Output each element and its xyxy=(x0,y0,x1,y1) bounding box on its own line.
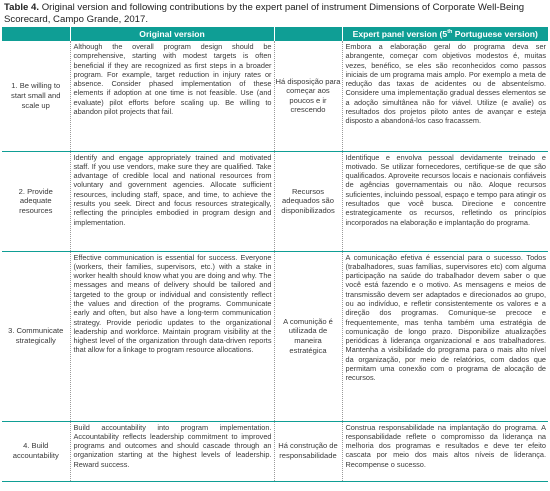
header-blank-middle xyxy=(274,27,342,41)
table-row xyxy=(2,151,548,251)
original-text: Although the overall program design should be comprehensive, starting with modest targets is often beneficial if they are recognized as first steps in a broader program. For example, target reduction in injury rates or absence. Consider phased implementation of these elements if adoption at one time is not feasible. Use (and evaluate) pilot efforts before scaling up. Be willing to abandon pilot projects that fail. xyxy=(70,41,274,151)
table-header-row xyxy=(2,27,548,41)
expert-text: Identifique e envolva pessoal devidamente treinado e motivado. Se utilizar fornecedores, certifique-se de que são qualificados. Aproveite recursos locais e nacionais confiáveis de agências governamentais ou não. Aloque recursos suficientes, incluindo pessoal, espaço e tempo para atingir os resultados que você busca. Direcione e concentre estrategicamente os recursos, refletindo os princípios incorporados na elaboração e implantação do programa. xyxy=(342,151,548,251)
row-label: 2. Provide adequate resources xyxy=(2,151,70,251)
original-text: Identify and engage appropriately trained and motivated staff. If you use vendors, make sure they are qualified. Take advantage of credible local and national resources from voluntary and government agencies. Allocate sufficient resources, including staff, space, and time, to achieve the results you seek. Direct and focus resources strategically, reflecting the principles embodied in program design and implementation. xyxy=(70,151,274,251)
row-label: 3. Communicate strategically xyxy=(2,251,70,421)
original-text: Effective communication is essential for success. Everyone (workers, their families, supervisors, etc.) with a stake in worker health should know what you are doing and why. The messages and means of delivery should be tailored and targeted to the group or individual and consistently reflect the values and direction of the programs. Communicate early and often, but also have a long-term communication strategy. Provide periodic updates to the organizational leadership and workforce. Maintain program visibility at the highest level of the organization through data-driven reports that allow for a linkage to program resource allocations. xyxy=(70,251,274,421)
short-item: Há disposição para começar aos poucos e ir crescendo xyxy=(274,41,342,151)
table-row xyxy=(2,251,548,421)
header-expert-sup: th xyxy=(447,29,453,36)
original-text: Build accountability into program implementation. Accountability reflects leadership commitment to improved programs and outcomes and should cascade through an organization starting at the highest levels of leadership. Reward success. xyxy=(70,421,274,481)
row-label: 4. Build accountability xyxy=(2,421,70,481)
comparison-table xyxy=(2,27,548,482)
row-label: 1. Be willing to start small and scale up xyxy=(2,41,70,151)
header-original: Original version xyxy=(70,27,274,41)
header-expert-prefix: Expert panel version (5 xyxy=(352,29,448,39)
expert-text: A comunicação efetiva é essencial para o sucesso. Todos (trabalhadores, suas famílias, supervisores etc) com alguma participação na saúde do trabalhador devem saber o que você está fazendo e o motivo. As mensagens e meios de transmissão devem ser adaptados e direcionados ao grupo, ou ao indivíduo, e refletir consistentemente os valores e a direção dos programas. Comunique-se precoce e frequentemente, mas tenha também uma estratégia de comunicação de longo prazo. Disponibilize atualizações periódicas à liderança organizacional e aos trabalhadores. Mantenha a visibilidade do programa para o mais alto nível da organização, por meio de relatórios, com dados que permitam uma conexão com o programa de alocação de recursos. xyxy=(342,251,548,421)
short-item: Recursos adequados são disponibilizados xyxy=(274,151,342,251)
table-row xyxy=(2,41,548,151)
expert-text: Embora a elaboração geral do programa deva ser abrangente, começar com objetivos modestos é, muitas vezes, benéfico, se eles são reconhecidos como passos iniciais de um programa mais amplo. Por exemplo a meta de redução das taxas de acidentes ou de absenteísmo. Considere uma implementação gradual desses elementos se a adoção simultânea não for viável. Utilize (e avalie) os resultados dos projetos piloto antes de avançar e esteja disposto a abandoná-los caso fracassem. xyxy=(342,41,548,151)
table-row xyxy=(2,421,548,481)
header-expert xyxy=(342,27,548,41)
header-blank xyxy=(2,27,70,41)
header-expert-suffix: Portuguese version) xyxy=(452,29,538,39)
caption-label: Table 4. xyxy=(4,2,40,13)
table-caption xyxy=(4,2,546,25)
short-item: A comunição é utilizada de maneira estratégica xyxy=(274,251,342,421)
expert-text: Construa responsabilidade na implantação do programa. A responsabilidade reflete o compromisso da liderança na melhoria dos programas e resultados e deve ter efeito cascata por meio dos mais altos níveis de liderança. Recompense o sucesso. xyxy=(342,421,548,481)
short-item: Há construção de responsabilidade xyxy=(274,421,342,481)
caption-text: Original version and following contributions by the expert panel of instrument Dimensions of Corporate Well-Being Scorecard, Campo Grande, 2017. xyxy=(4,2,525,25)
